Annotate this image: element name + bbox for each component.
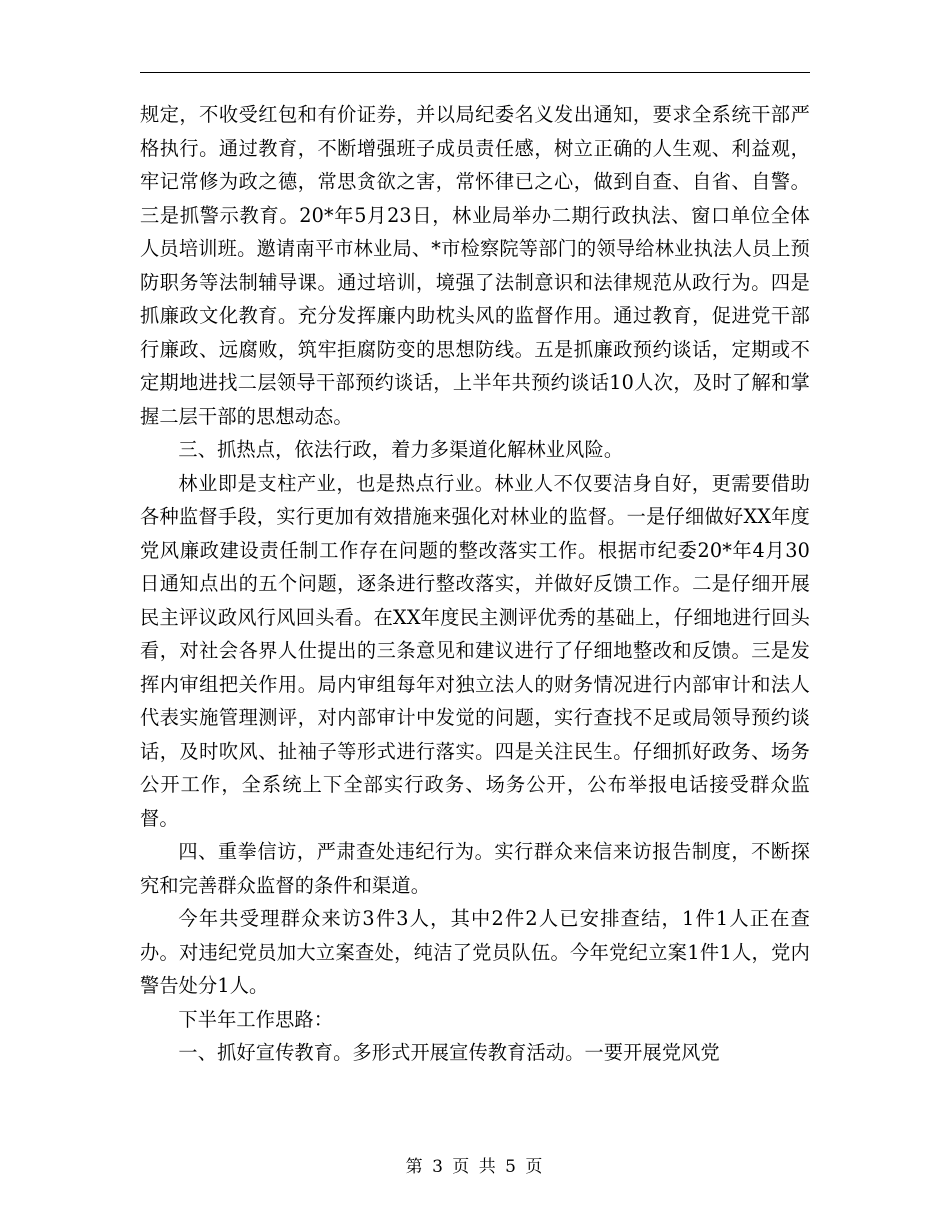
paragraph: 林业即是支柱产业，也是热点行业。林业人不仅要洁身自好，更需要借助各种监督手段，实行更加有效措施来强化对林业的监督。一是仔细做好XX年度党风廉政建设责任制工作存在问题的整改落实工作。根据市纪委20*年4月30日通知点出的五个问题，逐条进行整改落实，并做好反馈工作。二是仔细开展民主评议政风行风回头看。在XX年度民主测评优秀的基础上，仔细地进行回头看，对社会各界人仕提出的三条意见和建议进行了仔细地整改和反馈。三是发挥内审组把关作用。局内审组每年对独立法人的财务情况进行内部审计和法人代表实施管理测评，对内部审计中发觉的问题，实行查找不足或局领导预约谈话，及时吹风、扯袖子等形式进行落实。四是关注民生。仔细抓好政务、场务公开工作，全系统上下全部实行政务、场务公开，公布举报电话接受群众监督。 <box>140 471 810 830</box>
document-body <box>140 98 810 1070</box>
plan-heading: 下半年工作思路： <box>178 1007 334 1031</box>
header-rule <box>140 72 810 73</box>
paragraph: 规定，不收受红包和有价证券，并以局纪委名义发出通知，要求全系统干部严格执行。通过教育，不断增强班子成员责任感，树立正确的人生观、利益观，牢记常修为政之德，常思贪欲之害，常怀律已之心，做到自查、自省、自警。三是抓警示教育。20*年5月23日，林业局举办二期行政执法、窗口单位全体人员培训班。邀请南平市林业局、*市检察院等部门的领导给林业执法人员上预防职务等法制辅导课。通过培训，境强了法制意识和法律规范从政行为。四是抓廉政文化教育。充分发挥廉内助枕头风的监督作用。通过教育，促进党干部行廉政、远腐败，筑牢拒腐防变的思想防线。五是抓廉政预约谈话，定期或不定期地进找二层领导干部预约谈话，上半年共预约谈话10人次，及时了解和掌握二层干部的思想动态。 <box>140 103 810 428</box>
section-heading-four: 四、重拳信访，严肃查处违纪行为。实行群众来信来访报告制度，不断探究和完善群众监督的条件和渠道。 <box>140 840 810 897</box>
paragraph: 今年共受理群众来访3件3人，其中2件2人已安排查结，1件1人正在查办。对违纪党员加大立案查处，纯洁了党员队伍。今年党纪立案1件1人，党内警告处分1人。 <box>140 907 810 997</box>
page-number: 第 3 页 共 5 页 <box>405 1157 545 1177</box>
paragraph: 一、抓好宣传教育。多形式开展宣传教育活动。一要开展党风党 <box>178 1041 720 1064</box>
section-heading-three: 三、抓热点，依法行政，着力多渠道化解林业风险。 <box>178 438 624 461</box>
